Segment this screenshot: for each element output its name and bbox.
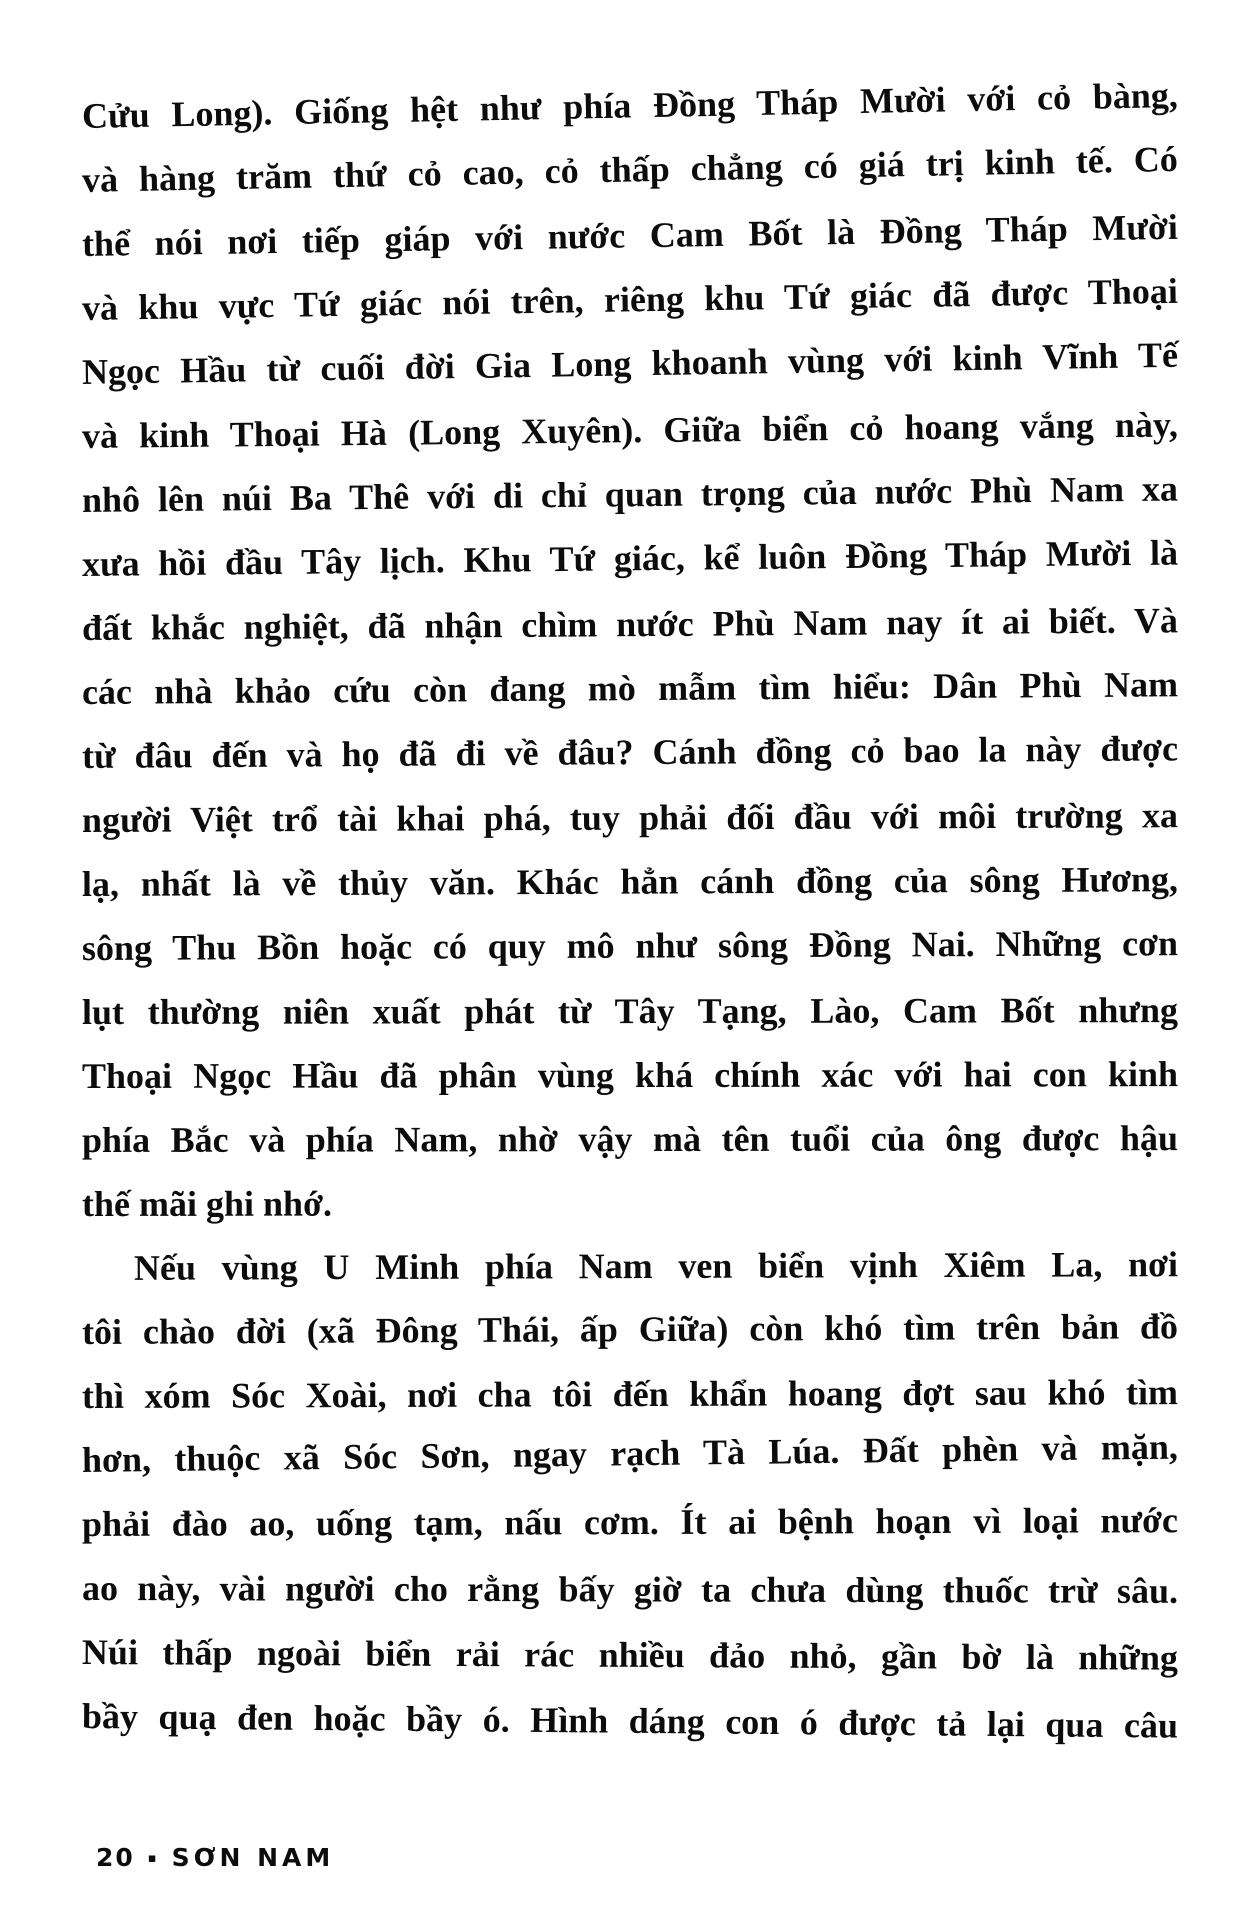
text-line: ao này, vài người cho rằng bấy giờ ta chưa dùng thuốc trừ sâu. bbox=[81, 1568, 1179, 1611]
page-footer bbox=[96, 1843, 334, 1872]
text-line: và hàng trăm thứ cỏ cao, cỏ thấp chẳng có giá trị kinh tế. Có bbox=[81, 138, 1179, 200]
text-line: lụt thường niên xuất phát từ Tây Tạng, Lào, Cam Bốt nhưng bbox=[81, 990, 1179, 1032]
text-line: sông Thu Bồn hoặc có quy mô như sông Đồng Nai. Những cơn bbox=[81, 923, 1179, 968]
footer-separator-icon: ▪ bbox=[147, 1851, 159, 1866]
page-number: 20 bbox=[96, 1843, 135, 1872]
text-line: nhô lên núi Ba Thê với di chỉ quan trọng của nước Phù Nam xa bbox=[81, 468, 1179, 520]
text-line: xưa hồi đầu Tây lịch. Khu Tứ giác, kể luôn Đồng Tháp Mười là bbox=[81, 532, 1179, 584]
text-line: lạ, nhất là về thủy văn. Khác hẳn cánh đồng của sông Hương, bbox=[81, 859, 1179, 904]
book-author: SƠN NAM bbox=[171, 1843, 335, 1872]
text-line: hơn, thuộc xã Sóc Sơn, ngay rạch Tà Lúa. Đất phèn và mặn, bbox=[81, 1426, 1179, 1480]
text-line: phải đào ao, uống tạm, nấu cơm. Ít ai bệnh hoạn vì loại nước bbox=[81, 1500, 1179, 1544]
text-line: Ngọc Hầu từ cuối đời Gia Long khoanh vùng với kinh Vĩnh Tế bbox=[81, 334, 1179, 392]
text-line: Cửu Long). Giống hệt như phía Đồng Tháp Mười với cỏ bàng, bbox=[81, 74, 1179, 136]
text-line: thể nói nơi tiếp giáp với nước Cam Bốt là Đồng Tháp Mười bbox=[81, 206, 1179, 264]
text-line: và khu vực Tứ giác nói trên, riêng khu Tứ giác đã được Thoại bbox=[81, 270, 1179, 328]
text-line: Nếu vùng U Minh phía Nam ven biển vịnh Xiêm La, nơi bbox=[133, 1244, 1179, 1288]
text-line: tôi chào đời (xã Đông Thái, ấp Giữa) còn khó tìm trên bản đồ bbox=[81, 1306, 1179, 1352]
text-line: và kinh Thoại Hà (Long Xuyên). Giữa biển cỏ hoang vắng này, bbox=[81, 404, 1179, 456]
text-line: Núi thấp ngoài biển rải rác nhiều đảo nhỏ, gần bờ là những bbox=[81, 1632, 1179, 1678]
text-block bbox=[81, 74, 1179, 1748]
text-line: bầy quạ đen hoặc bầy ó. Hình dáng con ó được tả lại qua câu bbox=[81, 1696, 1179, 1746]
text-line: các nhà khảo cứu còn đang mò mẫm tìm hiểu: Dân Phù Nam bbox=[81, 664, 1179, 712]
paragraph bbox=[82, 1236, 1178, 1748]
text-line: phía Bắc và phía Nam, nhờ vậy mà tên tuổi của ông được hậu bbox=[81, 1118, 1179, 1160]
text-line: thế mãi ghi nhớ. bbox=[81, 1183, 333, 1224]
text-line: từ đâu đến và họ đã đi về đâu? Cánh đồng cỏ bao la này được bbox=[81, 728, 1179, 776]
text-line: thì xóm Sóc Xoài, nơi cha tôi đến khẩn hoang đợt sau khó tìm bbox=[81, 1372, 1179, 1416]
text-line: Thoại Ngọc Hầu đã phân vùng khá chính xác với hai con kinh bbox=[81, 1054, 1179, 1096]
paragraph bbox=[81, 74, 1179, 1236]
text-line: người Việt trổ tài khai phá, tuy phải đối đầu với môi trường xa bbox=[81, 795, 1179, 840]
text-line: đất khắc nghiệt, đã nhận chìm nước Phù Nam nay ít ai biết. Và bbox=[81, 600, 1179, 648]
